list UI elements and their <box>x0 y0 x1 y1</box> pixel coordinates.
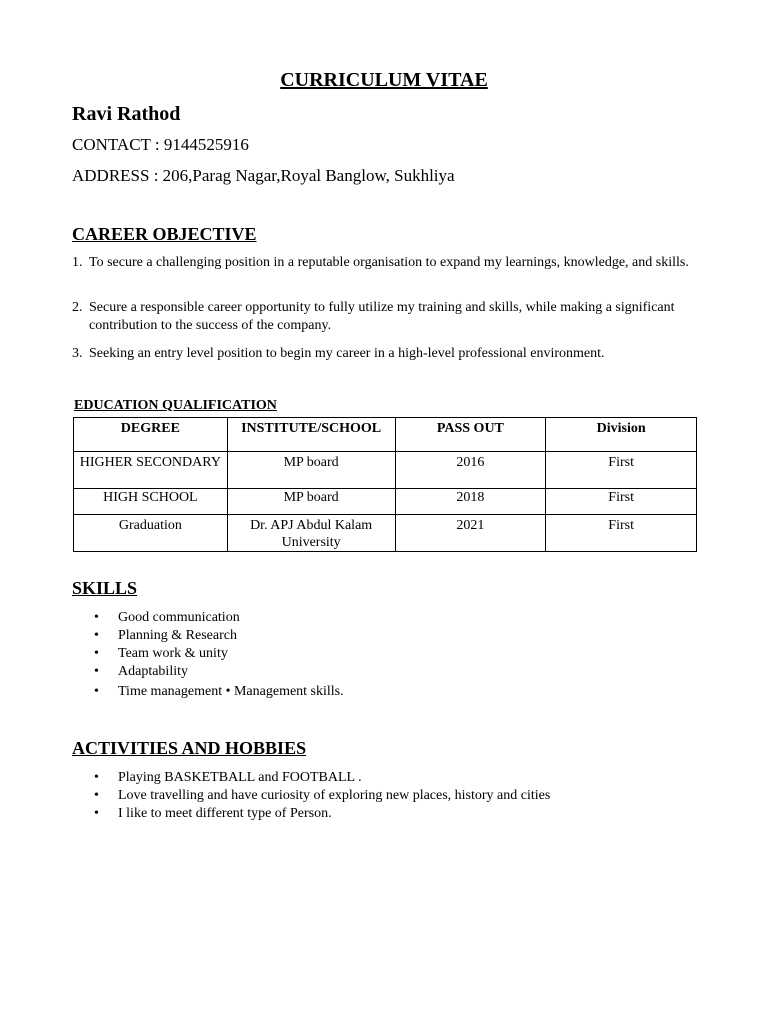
table-cell: MP board <box>227 452 395 489</box>
objective-text: Secure a responsible career opportunity to fully utilize my training and skills, while making a significant contribution to the success of the company. <box>89 300 675 333</box>
table-cell: 2021 <box>395 515 546 552</box>
table-cell: First <box>546 515 697 552</box>
candidate-name: Ravi Rathod <box>72 103 181 125</box>
table-row <box>74 489 697 515</box>
table-cell: First <box>546 489 697 515</box>
table-row <box>74 452 697 489</box>
list-item: • Adaptability <box>94 663 344 681</box>
objective-text: Seeking an entry level position to begin my career in a high-level professional environment. <box>89 346 605 361</box>
objective-number: 1. <box>72 255 83 270</box>
list-item: • Team work & unity <box>94 645 344 663</box>
list-item: • Planning & Research <box>94 627 344 645</box>
objective-number: 3. <box>72 346 83 361</box>
objective-item <box>72 345 697 363</box>
table-cell: HIGH SCHOOL <box>74 489 228 515</box>
career-objective-heading: CAREER OBJECTIVE <box>72 224 257 244</box>
table-cell: 2016 <box>395 452 546 489</box>
skills-heading: SKILLS <box>72 578 138 598</box>
table-cell: Dr. APJ Abdul Kalam University <box>227 515 395 552</box>
objective-number: 2. <box>72 300 83 315</box>
activities-list <box>94 769 550 823</box>
table-cell: 2018 <box>395 489 546 515</box>
table-header-row <box>74 418 697 452</box>
contact-line: CONTACT : 9144525916 <box>72 135 249 154</box>
list-item: • Good communication <box>94 609 344 627</box>
list-item: • Time management • Management skills. <box>94 683 344 701</box>
table-cell: Graduation <box>74 515 228 552</box>
address-line: ADDRESS : 206,Parag Nagar,Royal Banglow, Sukhliya <box>72 166 455 185</box>
education-heading: EDUCATION QUALIFICATION <box>74 398 277 413</box>
column-header-institute: INSTITUTE/SCHOOL <box>227 418 395 452</box>
activities-heading: ACTIVITIES AND HOBBIES <box>72 738 307 758</box>
objective-item <box>72 254 697 272</box>
document-title: CURRICULUM VITAE <box>280 69 488 91</box>
table-cell: MP board <box>227 489 395 515</box>
education-table <box>73 417 697 552</box>
list-item: • I like to meet different type of Person. <box>94 805 550 823</box>
column-header-pass-out: PASS OUT <box>395 418 546 452</box>
table-cell: First <box>546 452 697 489</box>
column-header-division: Division <box>546 418 697 452</box>
list-item: • Playing BASKETBALL and FOOTBALL . <box>94 769 550 787</box>
table-cell: HIGHER SECONDARY <box>74 452 228 489</box>
objective-text: To secure a challenging position in a reputable organisation to expand my learnings, knowledge, and skills. <box>89 255 689 270</box>
list-item: • Love travelling and have curiosity of exploring new places, history and cities <box>94 787 550 805</box>
column-header-degree: DEGREE <box>74 418 228 452</box>
objective-item <box>72 299 697 335</box>
table-row <box>74 515 697 552</box>
skills-list <box>94 609 344 701</box>
